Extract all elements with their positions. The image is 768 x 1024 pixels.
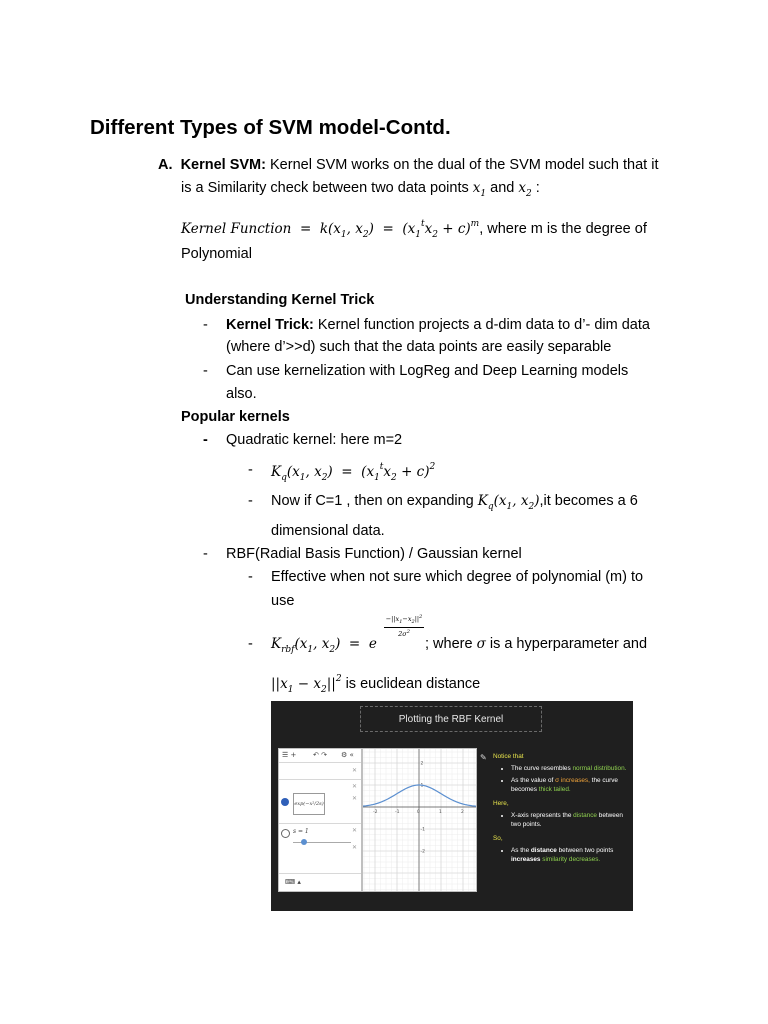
- menu-icon: ☰ +: [282, 751, 297, 759]
- bullet-dash: -: [248, 462, 253, 478]
- play-icon: [281, 829, 290, 838]
- bullet-dash: -: [203, 546, 208, 562]
- rbf-text: RBF(Radial Basis Function) / Gaussian kernel: [226, 546, 522, 562]
- note-item: • X-axis represents the distance between two points.: [511, 811, 628, 829]
- series-dot-icon: [281, 798, 289, 806]
- so-heading: So,: [493, 835, 503, 842]
- y-tick-label: -1: [420, 827, 425, 833]
- and-word: and: [490, 180, 515, 196]
- gear-icon: ⚙ «: [341, 751, 354, 759]
- kernel-trick-text: Kernel function projects a d-dim data to d’- dim data: [317, 317, 650, 333]
- undo-redo-icon: ↶ ↷: [313, 751, 327, 759]
- kernel-trick-cont: (where d’>>d) such that the data points are easily separable: [226, 339, 612, 355]
- page-title: Different Types of SVM model-Contd.: [90, 116, 451, 139]
- close-icon: ✕: [351, 783, 357, 790]
- bullet-dash: -: [248, 636, 253, 652]
- close-icon: ✕: [351, 827, 357, 834]
- understanding-heading: Understanding Kernel Trick: [185, 292, 375, 308]
- close-icon: ✕: [351, 767, 357, 774]
- rbf-effective-cont: use: [271, 593, 295, 609]
- x-tick-label: 2: [461, 810, 464, 815]
- rbf-where-line: ; where σ is a hyperparameter and: [425, 636, 648, 652]
- euclid-text: is euclidean distance: [345, 676, 481, 692]
- gaussian-curve: [363, 785, 476, 806]
- similarity-text: is a Similarity check between two data points: [181, 180, 469, 196]
- graph-panel: [362, 748, 477, 892]
- x-tick-label: 1: [439, 810, 442, 815]
- slider-handle: [301, 839, 307, 845]
- x-tick-label: -2: [373, 810, 378, 815]
- section-a-line1: [158, 155, 659, 175]
- section-a-line2: is a Similarity check between two data points $x_1$ and $x_2$ :: [181, 180, 540, 199]
- bullet-dash: -: [203, 317, 208, 333]
- bullet-dash: -: [203, 432, 208, 448]
- expand-line: Now if C=1 , then on expanding $K_q(x_1$, $x_2),it$ becomes a 6: [271, 493, 638, 512]
- kernelization-text: Can use kernelization with LogReg and Deep Learning models: [226, 363, 629, 379]
- rbf-exponent: $-||x_1-x_2||^2$ $2\sigma^2$: [385, 614, 423, 638]
- note-item: • The curve resembles normal distribution.: [511, 764, 628, 773]
- x-tick-label: 0: [417, 810, 420, 815]
- popular-heading: Popular kernels: [181, 409, 290, 425]
- formula-suffix: , where m is the degree of: [479, 221, 647, 237]
- polynomial-word: Polynomial: [181, 246, 252, 262]
- notice-heading: Notice that: [493, 753, 524, 760]
- kernel-svm-label: Kernel SVM:: [180, 157, 266, 173]
- expand-pre: Now if C=1 , then on expanding: [271, 493, 474, 509]
- bullet-dash: -: [248, 493, 253, 509]
- expand-post: ,it becomes a 6: [539, 493, 638, 509]
- quadratic-formula: $K_q(x_1$, $x_2) = (x_1^tx_2 + c)^2$: [271, 462, 436, 483]
- note-item: • As the value of σ increases, the curve becomes thick tailed.: [511, 776, 628, 794]
- close-icon: ✕: [351, 795, 357, 802]
- kernelization-cont: also.: [226, 386, 257, 402]
- note-item: • As the distance between two points increases similarity decreases.: [511, 846, 628, 864]
- rbf-plot: [363, 749, 476, 891]
- y-tick-label: 2: [420, 761, 424, 767]
- kernel-trick-line: [226, 315, 650, 335]
- exp-expression: exp(−x²/2s): [293, 793, 325, 815]
- y-tick-label: -2: [420, 849, 425, 855]
- rbf-hyper: is a hyperparameter and: [489, 636, 648, 652]
- keyboard-icon: ⌨ ▴: [285, 878, 301, 886]
- wrench-icon: ✎: [480, 753, 487, 762]
- rbf-where: ; where: [425, 636, 473, 652]
- kernel-svm-text: Kernel SVM works on the dual of the SVM model such that it: [270, 157, 659, 173]
- kernel-trick-label: Kernel Trick:: [226, 317, 314, 333]
- x-tick-label: -1: [395, 810, 400, 815]
- close-icon: ✕: [351, 844, 357, 851]
- section-marker: A.: [158, 157, 173, 173]
- screenshot-title: Plotting the RBF Kernel: [360, 706, 542, 732]
- rbf-effective: Effective when not sure which degree of polynomial (m) to: [271, 569, 644, 585]
- slider-label: s = 1: [293, 828, 309, 835]
- kernel-function-formula: Kernel Function = $k(x_1$, $x_2) = (x_1^tx_2 + c)^m$, where m is the degree of: [181, 219, 647, 240]
- colon: :: [535, 180, 540, 196]
- algebra-panel: [278, 748, 362, 892]
- euclid-line: $||x_1 - x_2||^2$ is euclidean distance: [271, 674, 481, 695]
- here-heading: Here,: [493, 800, 509, 807]
- quadratic-text: Quadratic kernel: here m=2: [226, 432, 403, 448]
- rbf-kernel-screenshot: [271, 701, 633, 911]
- bullet-dash: -: [203, 363, 208, 379]
- bullet-dash: -: [248, 569, 253, 585]
- y-tick-label: 1: [420, 783, 424, 789]
- expand-cont: dimensional data.: [271, 523, 385, 539]
- notes-panel: [493, 751, 628, 869]
- rbf-formula: $K_{rbf}(x_1$, $x_2) = e$: [271, 636, 377, 655]
